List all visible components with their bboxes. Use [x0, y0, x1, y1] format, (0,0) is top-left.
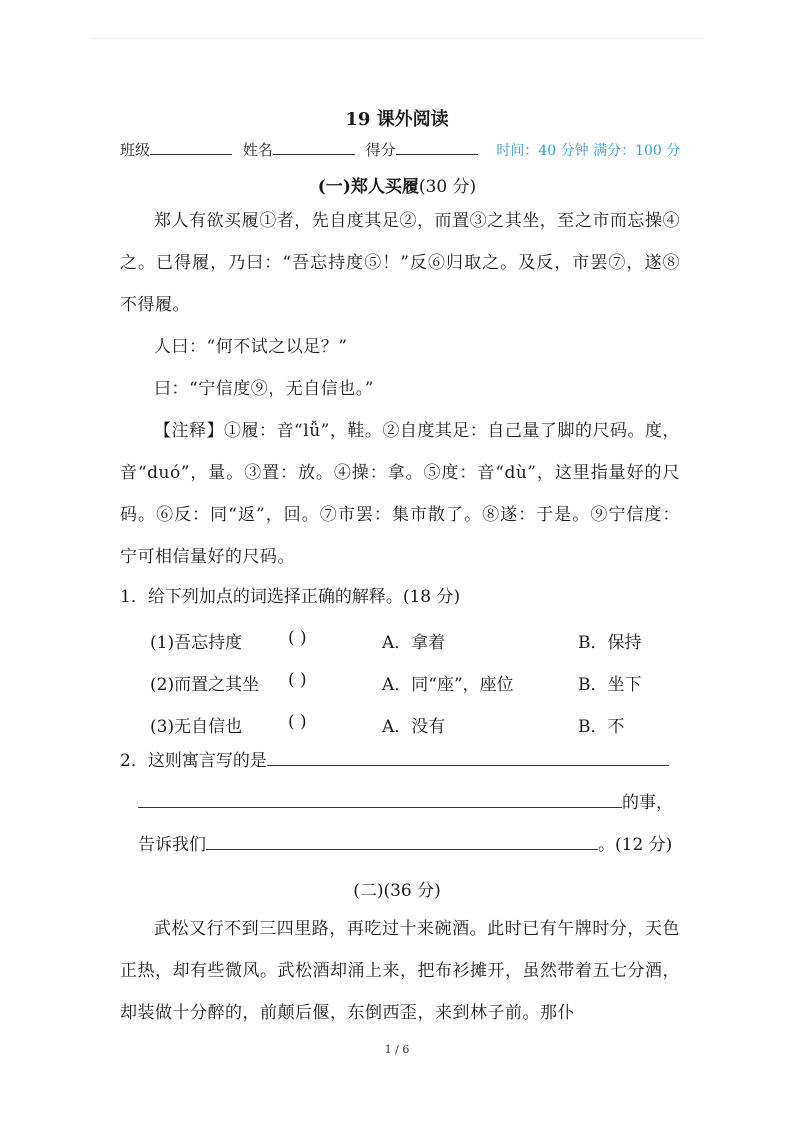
class-blank[interactable] [150, 140, 232, 155]
q1-item-3-phrase: (3)无自信也 [150, 717, 243, 737]
class-label: 班级 [120, 141, 151, 159]
score-blank[interactable] [396, 140, 478, 155]
page-title: 19 课外阅读 [345, 109, 449, 130]
page-number: 1 / 6 [384, 1043, 410, 1056]
section2-heading: (二)(36 分) [353, 881, 441, 901]
q2-answer-blank-2[interactable] [138, 789, 622, 808]
q1-item-2-phrase: (2)而置之其坐 [150, 675, 260, 695]
q2-mid-suffix: 的事， [622, 793, 673, 813]
passage-paragraph-2: 人曰：“何不试之以足？” [154, 337, 348, 357]
q1-item-2-option-b[interactable]: B．坐下 [578, 675, 642, 695]
q1-item-1-phrase: (1)吾忘持度 [150, 633, 243, 653]
section1-title: (一)郑人买履 [317, 177, 419, 197]
q2-stem-line [120, 740, 669, 782]
score-label: 得分 [365, 141, 396, 159]
q1-stem: 1．给下列加点的词选择正确的解释。(18 分) [120, 587, 461, 607]
section1-heading [0, 172, 794, 197]
q2-tell-prefix: 告诉我们 [138, 835, 206, 855]
q1-item-1-option-a[interactable]: A．拿着 [382, 633, 446, 653]
name-blank[interactable] [273, 140, 355, 155]
q2-mid-line [138, 782, 673, 824]
q1-item-3-answer-paren[interactable]: ( ) [288, 712, 307, 732]
header-rule [90, 38, 704, 39]
q1-item-3-option-b[interactable]: B．不 [578, 717, 625, 737]
q1-item-1-answer-paren[interactable]: ( ) [288, 628, 307, 648]
q2-tell-line [138, 824, 672, 866]
section1-points: (30 分) [418, 177, 477, 197]
q2-answer-blank-3[interactable] [206, 831, 598, 850]
student-info-row [120, 139, 680, 160]
notes-paragraph: 【注释】①履：音“lǚ”，鞋。②自度其足：自己量了脚的尺码。度，音“duó”，量。③置：放。④操：拿。⑤度：音“dù”，这里指量好的尺码。⑥反：同“返”，回。⑦市罢：集市散了。⑧遂：于是。⑨宁信度：宁可相信量好的尺码。 [120, 421, 680, 567]
passage-paragraph-1: 郑人有欲买履①者，先自度其足②，而置③之其坐，至之市而忘操④之。已得履，乃曰：“吾忘持度⑤！”反⑥归取之。及反，市罢⑦，遂⑧不得履。 [120, 211, 680, 315]
q1-item-2-option-a[interactable]: A．同“座”，座位 [382, 675, 514, 695]
q2-tell-suffix: 。(12 分) [598, 835, 673, 855]
q2-answer-blank-1[interactable] [267, 747, 669, 766]
q1-item-3-option-a[interactable]: A．没有 [382, 717, 446, 737]
passage-paragraph-3: 曰：“宁信度⑨，无自信也。” [154, 379, 374, 399]
name-label: 姓名 [242, 141, 273, 159]
q1-item-2-answer-paren[interactable]: ( ) [288, 670, 307, 690]
section2-passage: 武松又行不到三四里路，再吃过十来碗酒。此时已有午牌时分，天色正热，却有些微风。武松酒却涌上来，把布衫摊开，虽然带着五七分酒，却装做十分醉的，前颠后偃，东倒西歪，来到林子前。那仆 [120, 919, 680, 1023]
q1-item-1-option-b[interactable]: B．保持 [578, 633, 642, 653]
time-note: 时间：40 分钟 满分：100 分 [496, 143, 681, 159]
q2-stem: 2．这则寓言写的是 [120, 751, 267, 771]
